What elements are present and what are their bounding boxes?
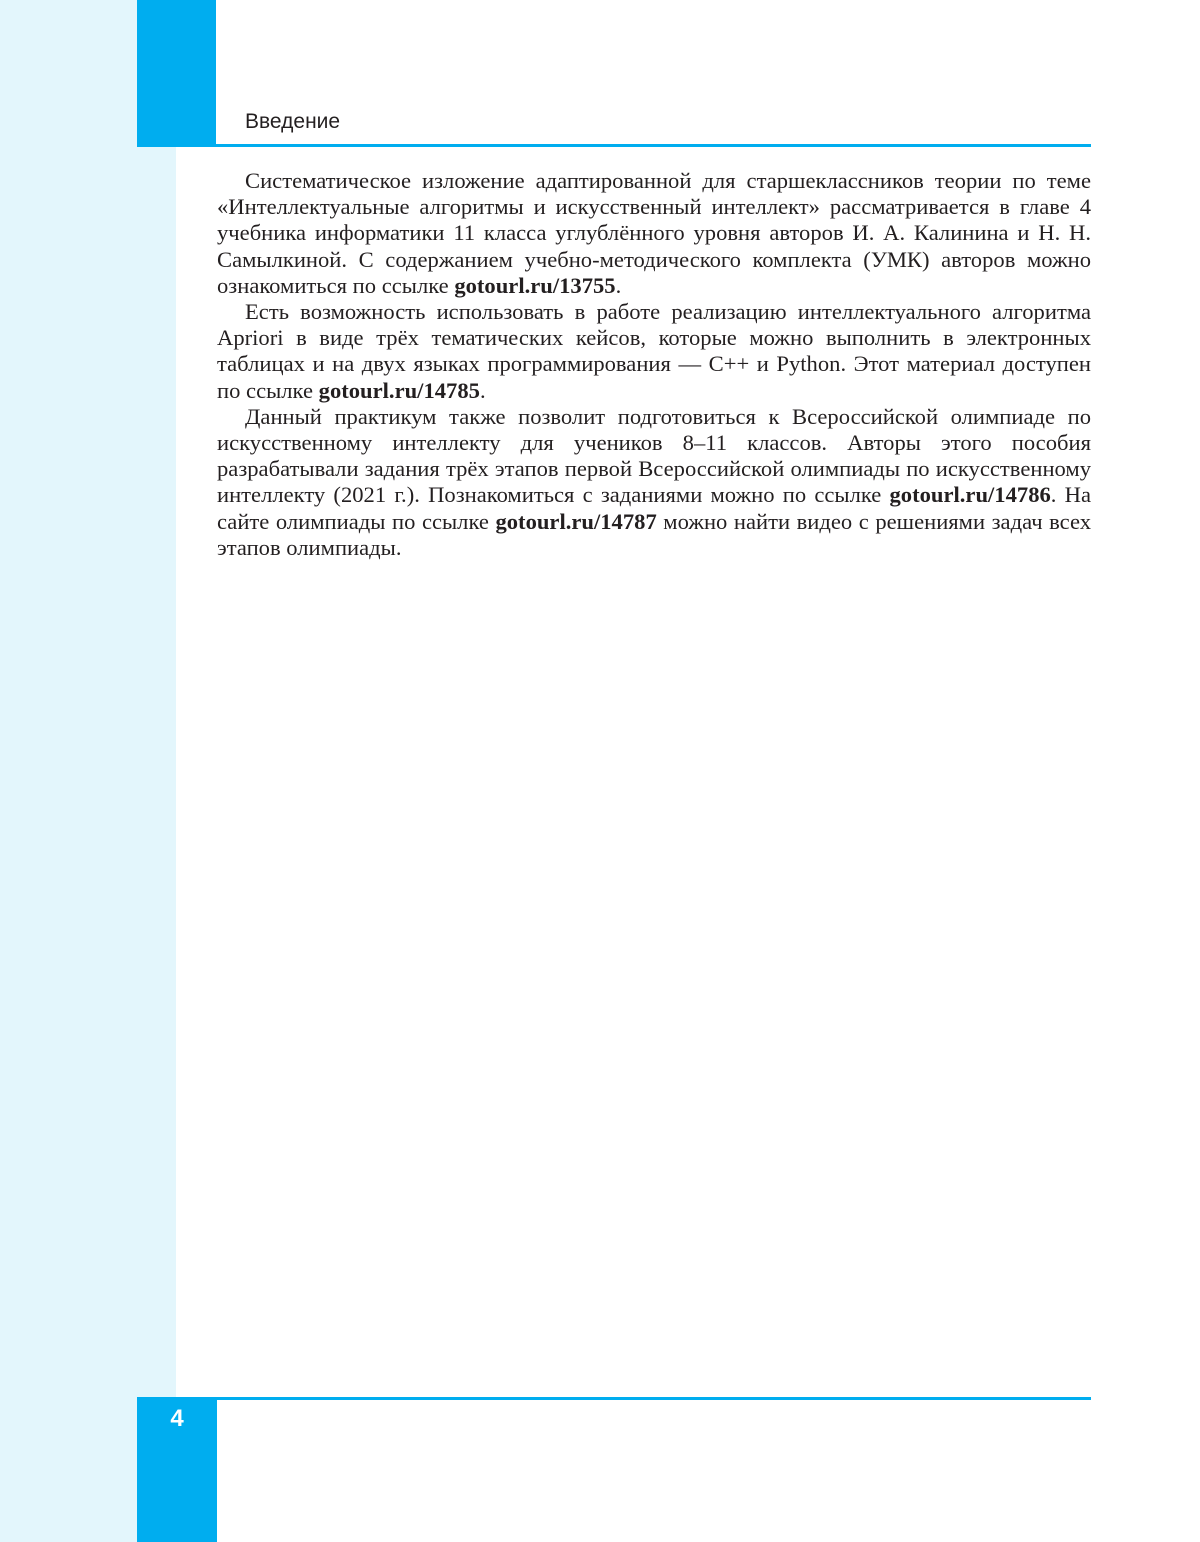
link-gotourl-14787[interactable]: gotourl.ru/14787 xyxy=(495,508,657,534)
paragraph-3 xyxy=(217,404,1091,561)
paragraph-3-text: Данный практикум также позволит подготовиться к Всероссийской олимпиаде по искусственному интеллекту для учеников 8–11 классов. Авторы этого пособия разрабатывали задания трёх этапов первой Всероссийской олимпиады по искусственному интеллекту (2021 г.). Познакомиться с заданиями можно по ссылке xyxy=(217,403,1091,508)
paragraph-2-end: . xyxy=(479,377,486,403)
page-margin-band xyxy=(0,0,176,1542)
paragraph-2 xyxy=(217,299,1091,404)
header-color-tab xyxy=(137,0,216,147)
running-head-title: Введение xyxy=(245,110,341,133)
body-text xyxy=(217,168,1091,561)
paragraph-1-end: . xyxy=(615,272,622,298)
link-gotourl-14786[interactable]: gotourl.ru/14786 xyxy=(889,482,1051,508)
footer-rule xyxy=(137,1397,1091,1400)
link-gotourl-13755[interactable]: gotourl.ru/13755 xyxy=(454,272,616,298)
paragraph-3-end: можно найти видео с решениями задач всех этапов олимпиады. xyxy=(217,508,1091,560)
paragraph-2-text: Есть возможность использовать в работе реализацию интеллектуального алгоритма Apriori в виде трёх тематических кейсов, которые можно выполнить в электронных таблицах и на двух языках программирования — C++ и Python. Этот материал доступен по ссылке xyxy=(217,299,1091,403)
header-rule xyxy=(137,144,1091,147)
page-number: 4 xyxy=(170,1405,184,1432)
paragraph-1 xyxy=(217,168,1091,299)
paragraph-1-text: Систематическое изложение адаптированной для старшеклассников теории по теме «Интеллектуальные алгоритмы и искусственный интеллект» рассматривается в главе 4 учебника информатики 11 класса углублённого уровня авторов И. А. Калинина и Н. Н. Самылкиной. С содержанием учебно-методического комплекта (УМК) авторов можно ознакомиться по ссылке xyxy=(217,168,1091,298)
paragraph-3-middle: . На сайте олимпиады по ссылке xyxy=(217,482,1091,534)
link-gotourl-14785[interactable]: gotourl.ru/14785 xyxy=(318,377,480,403)
